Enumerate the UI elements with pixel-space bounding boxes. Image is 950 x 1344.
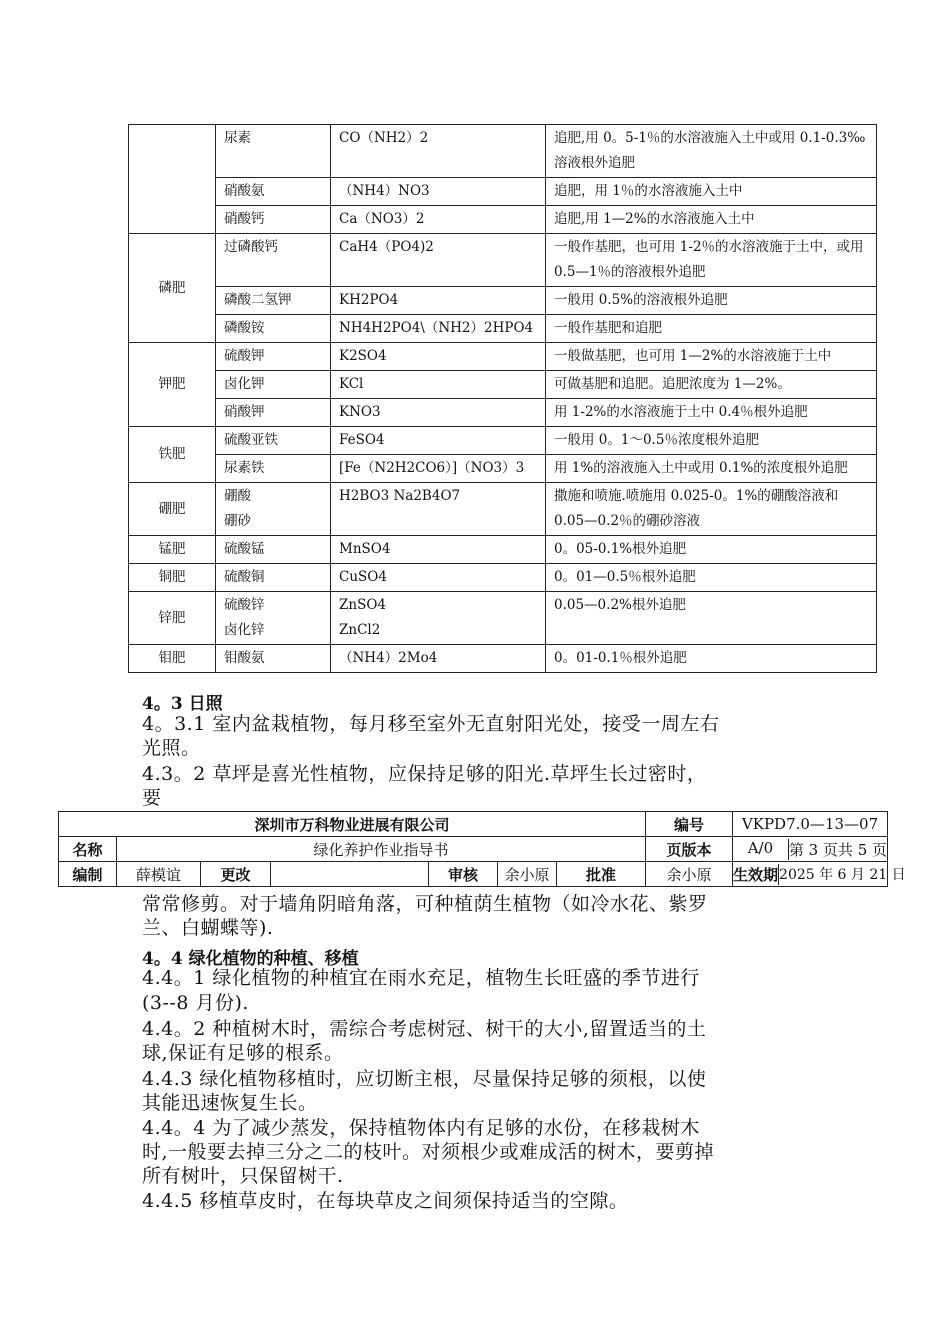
number-value: VKPD7.0—13—07 [733, 812, 888, 837]
usage-cell: 0。01—0.5％根外追肥 [546, 564, 877, 592]
formula: CO（NH2）2 [339, 130, 429, 146]
fertilizer-name: 尿素铁 [224, 460, 265, 476]
category-cell: 硼肥 [129, 483, 216, 536]
formula-cell [331, 427, 546, 455]
formula-cell [331, 592, 546, 645]
usage-cell: 0.05—0.2%根外追肥 [546, 592, 877, 645]
formula: ZnSO4 [339, 597, 386, 613]
category-cell: 钾肥 [129, 343, 216, 427]
editor-value: 薛模谊 [117, 862, 201, 887]
category-cell: 铁肥 [129, 427, 216, 483]
paragraph-4-4-3-line2: 其能迅速恢复生长。 [142, 1092, 318, 1114]
name-value: 绿化养护作业指导书 [117, 837, 646, 862]
formula-cell [331, 315, 546, 343]
editor-label: 编制 [59, 862, 117, 887]
fertilizer-name: 硫酸亚铁 [224, 432, 278, 448]
usage-cell: 用 1%的溶液施入土中或用 0.1%的浓度根外追肥 [546, 455, 877, 483]
fertilizer-name: 卤化钾 [224, 376, 265, 392]
page-info: 第 3 页共 5 页 [788, 840, 888, 859]
usage-cell: 一般做基肥，也可用 1—2%的水溶液施于土中 [546, 343, 877, 371]
usage-cell: 可做基肥和追肥。追肥浓度为 1—2%。 [546, 371, 877, 399]
change-value [271, 862, 429, 887]
formula-cell [331, 455, 546, 483]
table-row [129, 399, 877, 427]
category-cell: 钼肥 [129, 645, 216, 673]
formula-cell [331, 564, 546, 592]
category-cell [129, 125, 216, 234]
formula-cell [331, 645, 546, 673]
fertilizer-name: 钼酸氨 [224, 650, 265, 666]
table-row [129, 455, 877, 483]
table-row [129, 592, 877, 645]
name-cell [216, 371, 331, 399]
fertilizer-name: 硼酸 [224, 488, 251, 504]
usage-cell: 0。05-0.1%根外追肥 [546, 536, 877, 564]
name-cell [216, 315, 331, 343]
table-row [129, 315, 877, 343]
usage-cell: 一般用 0。1～0.5％浓度根外追肥 [546, 427, 877, 455]
review-label: 审核 [429, 862, 498, 887]
name-cell [216, 536, 331, 564]
fertilizer-table [128, 124, 877, 673]
formula-cell [331, 287, 546, 315]
usage-cell: 0。01-0.1％根外追肥 [546, 645, 877, 673]
paragraph-4-4-2-line2: 球,保证有足够的根系。 [142, 1042, 344, 1064]
name-cell [216, 592, 331, 645]
fertilizer-name: 磷酸铵 [224, 320, 265, 336]
name-cell [216, 645, 331, 673]
formula-alt: ZnCl2 [339, 622, 381, 638]
paragraph-4-4-4-line2: 时,一般要去掉三分之二的枝叶。对须根少或难成活的树木，要剪掉 [142, 1141, 715, 1163]
fertilizer-name: 硫酸铜 [224, 569, 265, 585]
number-label: 编号 [646, 812, 733, 837]
formula: MnSO4 [339, 541, 391, 557]
formula: KNO3 [339, 404, 381, 420]
continuation-line2: 兰、白蝴蝶等). [142, 917, 274, 939]
effective-value: 2025 年 6 月 21 日 [779, 866, 906, 883]
paragraph-4-4-5: 4.4.5 移植草皮时，在每块草皮之间须保持适当的空隙。 [142, 1190, 629, 1212]
category-cell: 锰肥 [129, 536, 216, 564]
name-cell [216, 483, 331, 536]
name-cell [216, 455, 331, 483]
formula: K2SO4 [339, 348, 387, 364]
table-row [129, 287, 877, 315]
effective-label: 生效期 [733, 865, 779, 884]
name-cell [216, 234, 331, 287]
formula: H2BO3 Na2B4O7 [339, 488, 461, 504]
review-value: 余小原 [498, 862, 557, 887]
paragraph-4-4-2-line1: 4.4。2 种植树木时，需综合考虑树冠、树干的大小,留置适当的土 [142, 1018, 707, 1040]
formula-cell [331, 206, 546, 234]
category-cell: 磷肥 [129, 234, 216, 343]
section-4-4-title: 4。4 绿化植物的种植、移植 [142, 949, 359, 969]
change-label: 更改 [201, 862, 271, 887]
usage-cell: 一般用 0.5%的溶液根外追肥 [546, 287, 877, 315]
fertilizer-name-alt: 硼砂 [224, 513, 251, 529]
usage-cell: 追肥,用 0。5-1％的水溶液施入土中或用 0.1-0.3‰溶液根外追肥 [546, 125, 877, 178]
usage-cell: 一般作基肥，也可用 1-2％的水溶液施于土中，或用 0.5—1％的溶液根外追肥 [546, 234, 877, 287]
table-row [129, 371, 877, 399]
usage-cell: 追肥，用 1％的水溶液施入土中 [546, 178, 877, 206]
page-version-label: 页版本 [646, 837, 733, 862]
formula-cell [331, 399, 546, 427]
paragraph-4-4-3-line1: 4.4.3 绿化植物移植时，应切断主根，尽量保持足够的须根，以使 [142, 1068, 707, 1090]
fertilizer-name: 过磷酸钙 [224, 239, 278, 255]
usage-cell: 一般作基肥和追肥 [546, 315, 877, 343]
table-row [129, 427, 877, 455]
formula: NH4H2PO4\（NH2）2HPO4 [339, 320, 534, 336]
formula: KCl [339, 376, 364, 392]
formula-cell [331, 178, 546, 206]
category-cell: 锌肥 [129, 592, 216, 645]
fertilizer-name-alt: 卤化锌 [224, 622, 265, 638]
formula: （NH4）NO3 [339, 183, 430, 199]
approve-value: 余小原 [646, 862, 733, 887]
name-cell [216, 399, 331, 427]
formula: （NH4）2Mo4 [339, 650, 438, 666]
fertilizer-name: 磷酸二氢钾 [224, 292, 292, 308]
fertilizer-name: 硫酸锰 [224, 541, 265, 557]
formula-cell [331, 343, 546, 371]
company-name: 深圳市万科物业进展有限公司 [59, 812, 646, 837]
paragraph-4-3-1: 光照。 [142, 737, 201, 759]
name-cell [216, 343, 331, 371]
paragraph-4-4-1-line2: (3--8 月份). [142, 992, 249, 1014]
formula-cell [331, 234, 546, 287]
name-cell [216, 287, 331, 315]
formula-cell [331, 125, 546, 178]
name-cell [216, 564, 331, 592]
formula: Ca（NO3）2 [339, 211, 425, 227]
table-row [129, 178, 877, 206]
name-cell [216, 206, 331, 234]
formula: FeSO4 [339, 432, 385, 448]
paragraph-4-4-1-line1: 4.4。1 绿化植物的种植宜在雨水充足，植物生长旺盛的季节进行 [142, 967, 700, 989]
paragraph-4-4-4-line3: 所有树叶，只保留树干. [142, 1165, 344, 1187]
paragraph-4-3-2-line2: 要 [142, 787, 162, 809]
name-cell [216, 427, 331, 455]
fertilizer-name: 硝酸钙 [224, 211, 265, 227]
continuation-line1: 常常修剪。对于墙角阴暗角落，可种植荫生植物（如冷水花、紫罗 [142, 893, 708, 915]
document-header-table [58, 811, 906, 887]
usage-cell: 撒施和喷施.喷施用 0.025-0。1%的硼酸溶液和 0.05—0.2％的硼砂溶液 [546, 483, 877, 536]
fertilizer-name: 硝酸氨 [224, 183, 265, 199]
page-version-value: A/0 [733, 839, 789, 860]
usage-cell: 追肥,用 1—2%的水溶液施入土中 [546, 206, 877, 234]
formula-cell [331, 483, 546, 536]
formula: CuSO4 [339, 569, 387, 585]
name-label: 名称 [59, 837, 117, 862]
approve-label: 批准 [557, 862, 646, 887]
name-cell [216, 178, 331, 206]
formula-cell [331, 371, 546, 399]
formula: CaH4（PO4)2 [339, 239, 434, 255]
usage-cell: 用 1-2%的水溶液施于土中 0.4％根外追肥 [546, 399, 877, 427]
formula-cell [331, 536, 546, 564]
paragraph-4-4-4-line1: 4.4。4 为了减少蒸发，保持植物体内有足够的水份，在移栽树木 [142, 1117, 700, 1139]
table-row [129, 125, 877, 178]
table-row [129, 234, 877, 287]
section-4-3-title: 4。3 日照 [142, 694, 223, 714]
paragraph-4-3-2-line1: 4.3。2 草坪是喜光性植物，应保持足够的阳光.草坪生长过密时， [142, 763, 707, 785]
fertilizer-name: 硫酸钾 [224, 348, 265, 364]
table-row [129, 206, 877, 234]
table-row [129, 564, 877, 592]
formula: [Fe（N2H2CO6）]（NO3）3 [339, 460, 525, 476]
table-row [129, 483, 877, 536]
table-row [129, 536, 877, 564]
fertilizer-name: 硝酸钾 [224, 404, 265, 420]
fertilizer-name: 硫酸锌 [224, 597, 265, 613]
formula: KH2PO4 [339, 292, 399, 308]
category-cell: 铜肥 [129, 564, 216, 592]
fertilizer-name: 尿素 [224, 130, 251, 146]
table-row [129, 645, 877, 673]
name-cell [216, 125, 331, 178]
paragraph-4-3-1-line1: 4。3.1 室内盆栽植物，每月移至室外无直射阳光处，接受一周左右 [142, 713, 720, 735]
table-row [129, 343, 877, 371]
